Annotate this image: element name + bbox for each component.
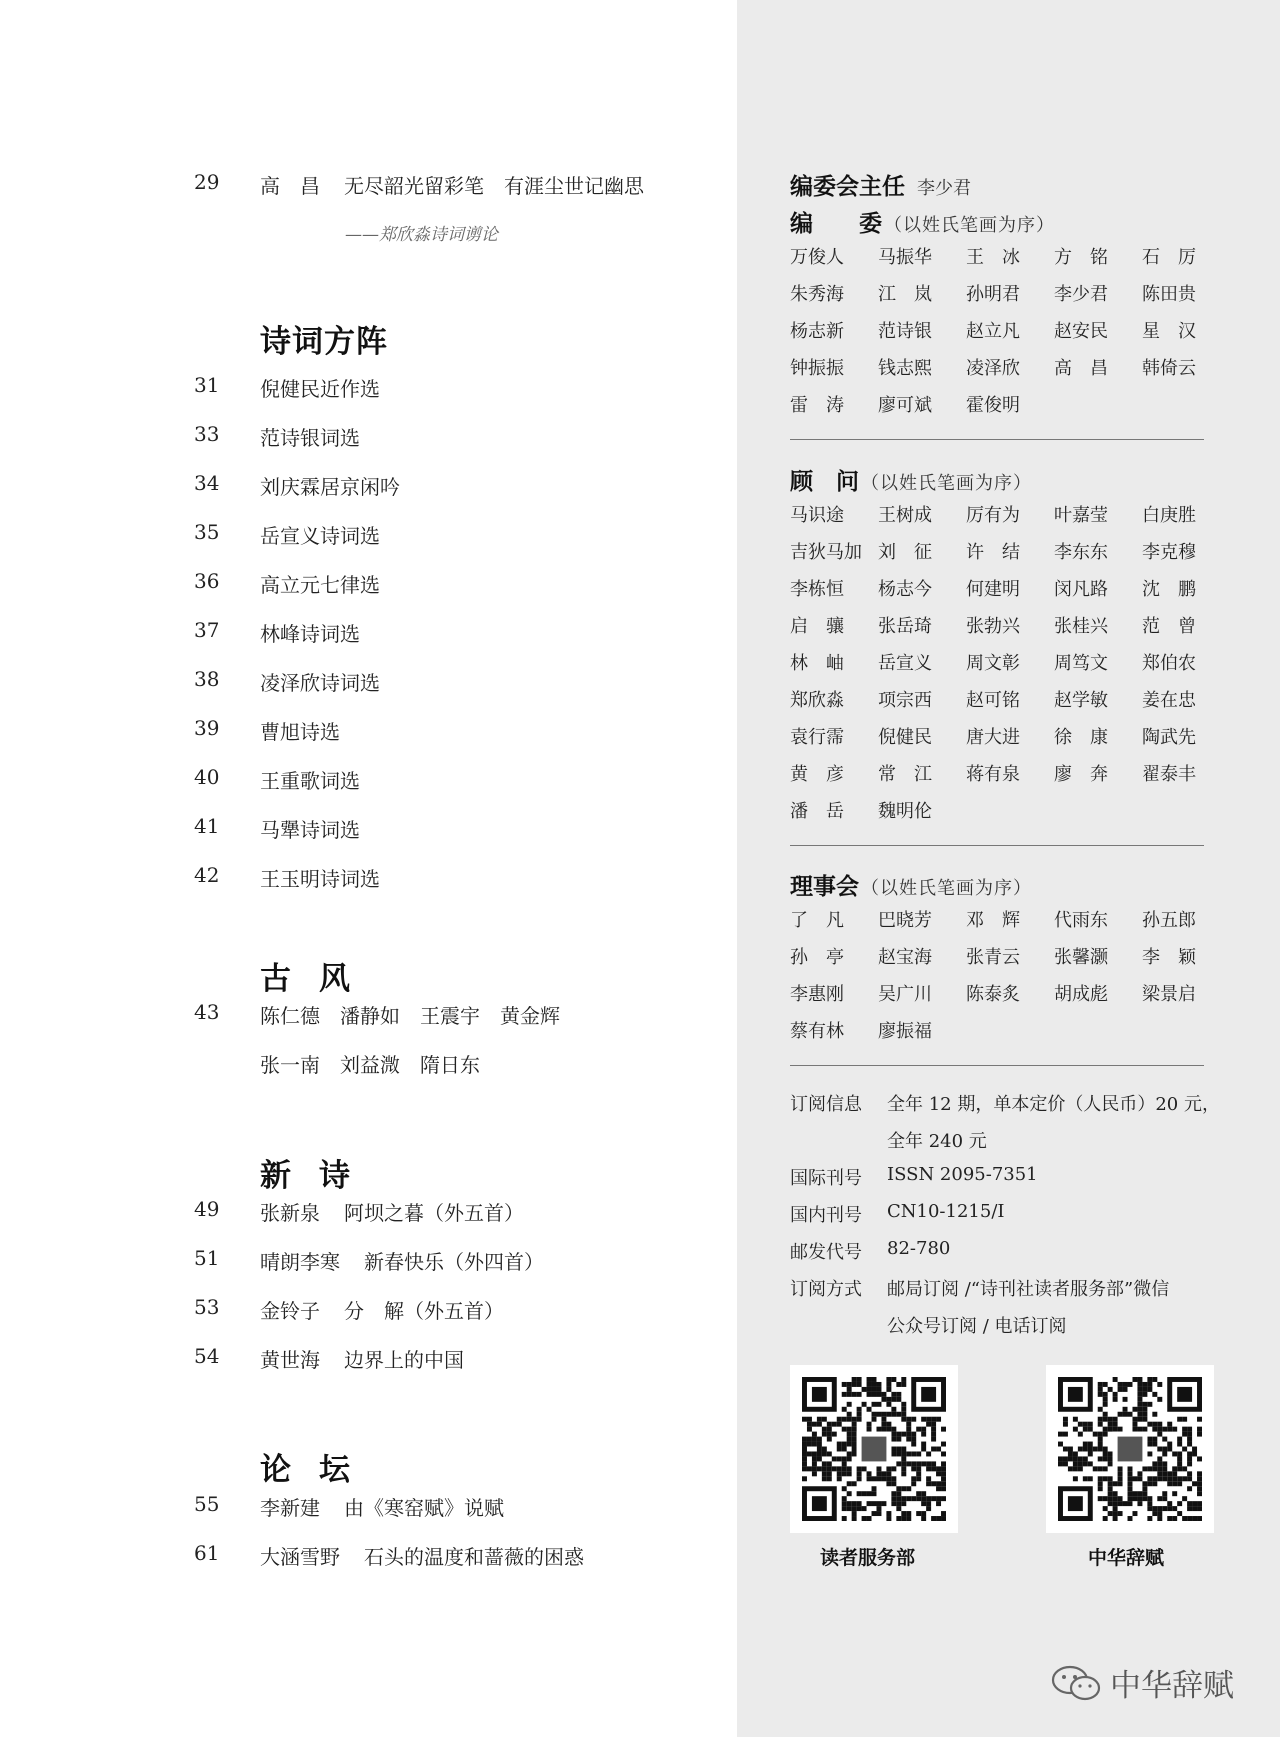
toc-entry[interactable] <box>260 1541 584 1570</box>
info-label: 国际刊号 <box>790 1168 862 1189</box>
toc-entry[interactable] <box>260 1049 480 1078</box>
toc-author: 李新建 <box>260 1496 320 1520</box>
toc-title: 张一南 刘益溦 隋日东 <box>260 1053 480 1077</box>
person-name: 徐 康 <box>1054 727 1108 748</box>
person-name: 陈泰炙 <box>966 984 1020 1005</box>
editors-heading <box>790 205 1055 238</box>
qr-code-reader-service[interactable] <box>790 1365 958 1533</box>
person-name: 蔡有林 <box>790 1021 844 1042</box>
qr-code-zhonghua-cifu[interactable] <box>1046 1365 1214 1533</box>
toc-entry[interactable] <box>260 1295 504 1324</box>
person-name: 朱秀海 <box>790 284 844 305</box>
info-row <box>790 1090 1220 1127</box>
person-name: 王树成 <box>878 505 932 526</box>
toc-author: 大涵雪野 <box>260 1545 340 1569</box>
qr-label: 中华辞赋 <box>1088 1547 1165 1569</box>
name-row <box>790 797 1230 834</box>
info-value: 全年 240 元 <box>887 1131 987 1152</box>
person-name: 李少君 <box>1054 284 1108 305</box>
chair-name: 李少君 <box>917 178 971 199</box>
toc-title: 陈仁德 潘静如 王震宇 黄金辉 <box>260 1004 560 1028</box>
toc-title: 无尽韶光留彩笔 有涯尘世记幽思 <box>344 174 644 198</box>
person-name: 高 昌 <box>1054 358 1108 379</box>
info-value: ISSN 2095-7351 <box>887 1164 1038 1185</box>
person-name: 雷 涛 <box>790 395 844 416</box>
name-row <box>790 243 1230 280</box>
person-name: 黄 彦 <box>790 764 844 785</box>
name-row <box>790 943 1230 980</box>
info-label: 订阅信息 <box>790 1094 862 1115</box>
person-name: 代雨东 <box>1054 910 1108 931</box>
person-name: 何建明 <box>966 579 1020 600</box>
editors-list <box>790 243 1230 428</box>
wechat-icon <box>1050 1663 1104 1703</box>
person-name: 吉狄马加 <box>790 542 862 563</box>
advisors-list <box>790 501 1230 834</box>
toc-page-number: 29 <box>194 170 220 194</box>
toc-title: 边界上的中国 <box>344 1348 464 1372</box>
toc-page-number: 31 <box>194 373 220 397</box>
person-name: 王 冰 <box>966 247 1020 268</box>
toc-entry[interactable] <box>260 814 360 843</box>
toc-entry[interactable] <box>260 1000 560 1029</box>
toc-entry[interactable] <box>260 618 360 647</box>
subscription-info <box>790 1090 1220 1349</box>
person-name: 郑欣淼 <box>790 690 844 711</box>
toc-entry[interactable] <box>260 422 360 451</box>
person-name: 范 曾 <box>1142 616 1196 637</box>
toc-author: 黄世海 <box>260 1348 320 1372</box>
info-value: 全年 12 期，单本定价（人民币）20 元， <box>887 1094 1220 1115</box>
toc-entry[interactable] <box>260 667 380 696</box>
person-name: 白庚胜 <box>1142 505 1196 526</box>
toc-title: 王重歌词选 <box>260 769 360 793</box>
toc-entry[interactable] <box>260 863 380 892</box>
name-row <box>790 538 1230 575</box>
person-name: 周笃文 <box>1054 653 1108 674</box>
name-row <box>790 649 1230 686</box>
person-name: 廖振福 <box>878 1021 932 1042</box>
person-name: 孙明君 <box>966 284 1020 305</box>
section-title: 诗词方阵 <box>260 324 388 360</box>
person-name: 范诗银 <box>878 321 932 342</box>
toc-title: 王玉明诗词选 <box>260 867 380 891</box>
info-value: 邮局订阅 /“诗刊社读者服务部”微信 <box>887 1279 1170 1300</box>
name-row <box>790 723 1230 760</box>
person-name: 孙 亭 <box>790 947 844 968</box>
toc-author: 张新泉 <box>260 1201 320 1225</box>
person-name: 张馨灏 <box>1054 947 1108 968</box>
toc-entry[interactable] <box>260 373 380 402</box>
person-name: 霍俊明 <box>966 395 1020 416</box>
person-name: 周文彰 <box>966 653 1020 674</box>
watermark <box>1050 1660 1234 1705</box>
chair-label: 编委会主任 <box>790 173 905 200</box>
person-name: 林 岫 <box>790 653 844 674</box>
person-name: 赵宝海 <box>878 947 932 968</box>
person-name: 张桂兴 <box>1054 616 1108 637</box>
name-row <box>790 906 1230 943</box>
toc-page-number: 33 <box>194 422 220 446</box>
name-row <box>790 317 1230 354</box>
info-row <box>790 1164 1217 1201</box>
person-name: 闵凡路 <box>1054 579 1108 600</box>
name-row <box>790 760 1230 797</box>
toc-title: 马犟诗词选 <box>260 818 360 842</box>
section-title: 论坛 <box>260 1452 378 1488</box>
name-row <box>790 354 1230 391</box>
person-name: 吴广川 <box>878 984 932 1005</box>
person-name: 潘 岳 <box>790 801 844 822</box>
toc-title: 刘庆霖居京闲吟 <box>260 475 400 499</box>
toc-page-number: 39 <box>194 716 220 740</box>
toc-subtitle: ——郑欣淼诗词谫论 <box>345 225 498 245</box>
person-name: 钱志熙 <box>878 358 932 379</box>
person-name: 袁行霈 <box>790 727 844 748</box>
toc-entry[interactable] <box>260 471 400 500</box>
person-name: 李惠刚 <box>790 984 844 1005</box>
person-name: 星 汉 <box>1142 321 1196 342</box>
person-name: 张青云 <box>966 947 1020 968</box>
person-name: 杨志新 <box>790 321 844 342</box>
name-row <box>790 980 1230 1017</box>
person-name: 项宗西 <box>878 690 932 711</box>
toc-page-number: 34 <box>194 471 220 495</box>
name-row <box>790 575 1230 612</box>
person-name: 赵可铭 <box>966 690 1020 711</box>
toc-title: 石头的温度和蔷薇的困惑 <box>364 1545 584 1569</box>
toc-title: 新春快乐（外四首） <box>364 1250 544 1274</box>
person-name: 岳宣义 <box>878 653 932 674</box>
toc-entry[interactable] <box>260 569 380 598</box>
person-name: 常 江 <box>878 764 932 785</box>
toc-author: 金铃子 <box>260 1299 320 1323</box>
toc-title: 范诗银词选 <box>260 426 360 450</box>
name-row <box>790 686 1230 723</box>
person-name: 厉有为 <box>966 505 1020 526</box>
info-row <box>790 1312 1217 1349</box>
person-name: 刘 征 <box>878 542 932 563</box>
person-name: 翟泰丰 <box>1142 764 1196 785</box>
name-row <box>790 280 1230 317</box>
toc-page-number: 51 <box>194 1246 220 1270</box>
person-name: 李东东 <box>1054 542 1108 563</box>
person-name: 石 厉 <box>1142 247 1196 268</box>
divider <box>790 439 1204 440</box>
toc-page-number: 42 <box>194 863 220 887</box>
person-name: 梁景启 <box>1142 984 1196 1005</box>
toc-title: 倪健民近作选 <box>260 377 380 401</box>
person-name: 陶武先 <box>1142 727 1196 748</box>
person-name: 姜在忠 <box>1142 690 1196 711</box>
toc-page-number: 49 <box>194 1197 220 1221</box>
toc-page-number: 43 <box>194 1000 220 1024</box>
toc-author: 晴朗李寒 <box>260 1250 340 1274</box>
watermark-text: 中华辞赋 <box>1110 1668 1234 1704</box>
person-name: 巴晓芳 <box>878 910 932 931</box>
divider <box>790 845 1204 846</box>
toc-author: 高 昌 <box>260 174 320 198</box>
person-name: 郑伯农 <box>1142 653 1196 674</box>
person-name: 江 岚 <box>878 284 932 305</box>
editors-note: （以姓氏笔画为序） <box>884 215 1055 236</box>
qr-label: 读者服务部 <box>820 1547 916 1569</box>
council-list <box>790 906 1230 1054</box>
person-name: 邓 辉 <box>966 910 1020 931</box>
info-label: 订阅方式 <box>790 1279 862 1300</box>
info-value: CN10-1215/I <box>887 1201 1005 1222</box>
info-label: 邮发代号 <box>790 1242 862 1263</box>
info-label: 国内刊号 <box>790 1205 862 1226</box>
person-name: 陈田贵 <box>1142 284 1196 305</box>
council-heading <box>790 868 1032 901</box>
person-name: 方 铭 <box>1054 247 1108 268</box>
toc-page-number: 36 <box>194 569 220 593</box>
toc-page-number: 40 <box>194 765 220 789</box>
toc-page-number: 38 <box>194 667 220 691</box>
advisors-heading <box>790 463 1032 496</box>
advisors-note: （以姓氏笔画为序） <box>861 473 1032 494</box>
info-row <box>790 1275 1217 1312</box>
person-name: 许 结 <box>966 542 1020 563</box>
person-name: 万俊人 <box>790 247 844 268</box>
person-name: 张岳琦 <box>878 616 932 637</box>
person-name: 赵学敏 <box>1054 690 1108 711</box>
person-name: 凌泽欣 <box>966 358 1020 379</box>
name-row <box>790 391 1230 428</box>
person-name: 杨志今 <box>878 579 932 600</box>
person-name: 廖可斌 <box>878 395 932 416</box>
info-value: 公众号订阅 / 电话订阅 <box>887 1316 1067 1337</box>
toc-page-number: 54 <box>194 1344 220 1368</box>
section-title: 古风 <box>260 961 378 997</box>
toc-entry[interactable] <box>260 520 380 549</box>
person-name: 魏明伦 <box>878 801 932 822</box>
toc-title: 林峰诗词选 <box>260 622 360 646</box>
name-row <box>790 1017 1230 1054</box>
toc-entry <box>260 170 644 199</box>
person-name: 马振华 <box>878 247 932 268</box>
toc-title: 分 解（外五首） <box>344 1299 504 1323</box>
advisors-label: 顾 问 <box>790 468 859 495</box>
info-row <box>790 1201 1217 1238</box>
person-name: 赵立凡 <box>966 321 1020 342</box>
name-row <box>790 501 1230 538</box>
toc-title: 高立元七律选 <box>260 573 380 597</box>
toc-title: 曹旭诗选 <box>260 720 340 744</box>
person-name: 李 颖 <box>1142 947 1196 968</box>
toc-title: 由《寒窑赋》说赋 <box>344 1496 504 1520</box>
toc-title: 阿坝之暮（外五首） <box>344 1201 524 1225</box>
toc-page-number: 55 <box>194 1492 220 1516</box>
person-name: 张勃兴 <box>966 616 1020 637</box>
person-name: 钟振振 <box>790 358 844 379</box>
name-row <box>790 612 1230 649</box>
toc-entry[interactable] <box>260 765 360 794</box>
person-name: 马识途 <box>790 505 844 526</box>
person-name: 倪健民 <box>878 727 932 748</box>
person-name: 蒋有泉 <box>966 764 1020 785</box>
qr-code-icon <box>1058 1377 1202 1521</box>
toc-entry[interactable] <box>260 1197 524 1226</box>
editors-label: 编 委 <box>790 210 882 237</box>
person-name: 李栋恒 <box>790 579 844 600</box>
toc-title: 岳宣义诗词选 <box>260 524 380 548</box>
toc-page-number: 53 <box>194 1295 220 1319</box>
editorial-board-chair <box>790 168 971 201</box>
toc-page-number: 35 <box>194 520 220 544</box>
person-name: 孙五郎 <box>1142 910 1196 931</box>
toc-page-number: 41 <box>194 814 220 838</box>
qr-code-icon <box>802 1377 946 1521</box>
person-name: 沈 鹏 <box>1142 579 1196 600</box>
person-name: 赵安民 <box>1054 321 1108 342</box>
person-name: 廖 奔 <box>1054 764 1108 785</box>
person-name: 韩倚云 <box>1142 358 1196 379</box>
toc-entry[interactable] <box>260 716 340 745</box>
person-name: 叶嘉莹 <box>1054 505 1108 526</box>
toc-page-number: 61 <box>194 1541 220 1565</box>
info-row <box>790 1238 1217 1275</box>
toc-page-number: 37 <box>194 618 220 642</box>
council-note: （以姓氏笔画为序） <box>861 878 1032 899</box>
divider <box>790 1065 1204 1066</box>
person-name: 了 凡 <box>790 910 844 931</box>
info-row <box>790 1127 1217 1164</box>
person-name: 唐大进 <box>966 727 1020 748</box>
council-label: 理事会 <box>790 873 859 900</box>
info-value: 82-780 <box>887 1238 951 1259</box>
toc-title: 凌泽欣诗词选 <box>260 671 380 695</box>
toc-entry[interactable] <box>260 1492 504 1521</box>
toc-entry[interactable] <box>260 1246 544 1275</box>
person-name: 启 骧 <box>790 616 844 637</box>
person-name: 李克穆 <box>1142 542 1196 563</box>
section-title: 新诗 <box>260 1158 378 1194</box>
toc-entry[interactable] <box>260 1344 464 1373</box>
person-name: 胡成彪 <box>1054 984 1108 1005</box>
